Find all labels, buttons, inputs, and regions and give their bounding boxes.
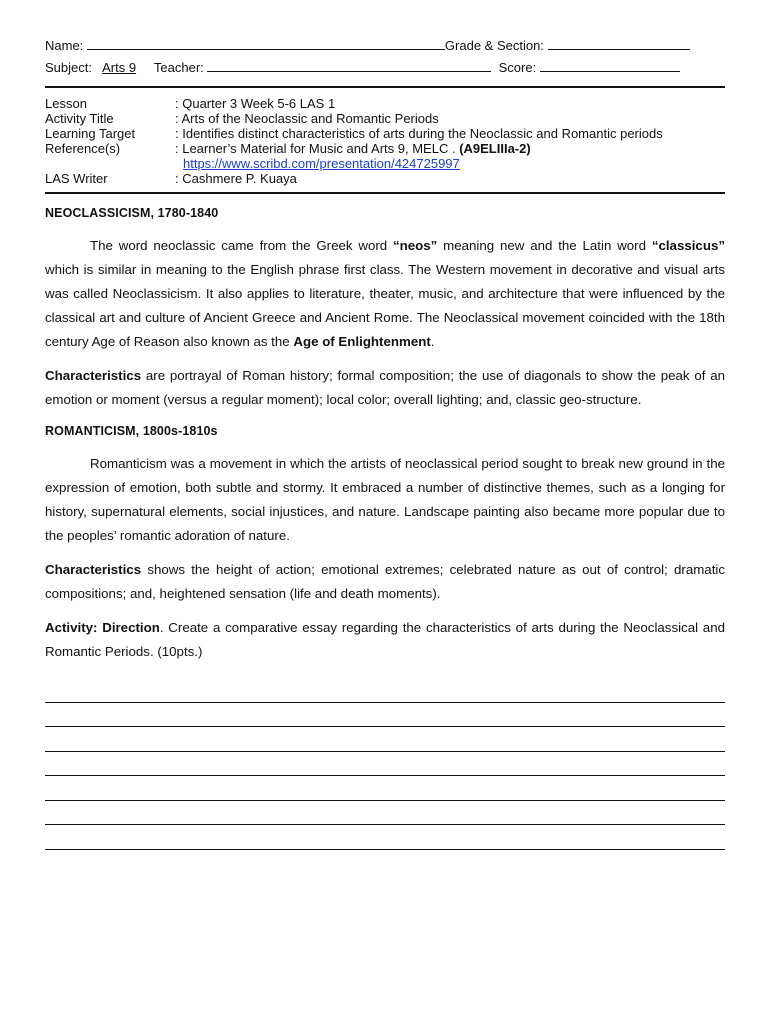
divider-top: [45, 86, 725, 88]
score-field[interactable]: [540, 59, 680, 72]
romanticism-paragraph: Romanticism was a movement in which the artists of neoclassical period sought to break new ground in the expression of emotion, both subtle and stormy. It embraced a number of distinctive themes, such as a longing for history, supernatural elements, social injustices, and nature. Landscape painting also became more popular due to the peoples’ romantic adoration of nature.: [45, 456, 725, 543]
las-writer-value: : Cashmere P. Kuaya: [175, 171, 297, 186]
neoclassicism-characteristics: Characteristics are portrayal of Roman history; formal composition; the use of diagonals to show the peak of an emotion or moment (versus a regular moment); local color; overall lighting; and, classic geo-structure.: [45, 368, 725, 407]
answer-line[interactable]: [45, 776, 725, 801]
grade-label: Grade & Section:: [444, 38, 544, 53]
subject-value: Arts 9: [102, 60, 137, 75]
activity-direction: Activity: Direction. Create a comparative essay regarding the characteristics of arts during the Neoclassical and Romantic Periods. (10pts.): [45, 620, 725, 659]
reference-value: : Learner’s Material for Music and Arts 9, MELC .: [175, 141, 460, 156]
reference-link[interactable]: https://www.scribd.com/presentation/424725997: [183, 156, 460, 171]
romanticism-characteristics: Characteristics shows the height of action; emotional extremes; celebrated nature as out of control; dramatic compositions; and, heightened sensation (life and death moments).: [45, 562, 725, 601]
neoclassicism-heading: NEOCLASSICISM, 1780-1840: [45, 206, 219, 220]
melc-code: (A9ELIIIa-2): [459, 141, 531, 156]
teacher-field[interactable]: [207, 59, 491, 72]
learning-target-value: : Identifies distinct characteristics of arts during the Neoclassic and Romantic periods: [175, 126, 663, 141]
lesson-info: [45, 96, 725, 186]
header-row-2: [45, 58, 725, 80]
lesson-key: Lesson: [45, 96, 87, 111]
learning-target-key: Learning Target: [45, 126, 136, 141]
activity-title-key: Activity Title: [45, 111, 114, 126]
answer-line[interactable]: [45, 801, 725, 826]
name-label: Name:: [45, 38, 84, 53]
las-writer-key: LAS Writer: [45, 171, 108, 186]
answer-line[interactable]: [45, 703, 725, 728]
answer-line[interactable]: [45, 727, 725, 752]
reference-key: Reference(s): [45, 141, 121, 156]
answer-line[interactable]: [45, 825, 725, 850]
teacher-label: Teacher:: [153, 60, 204, 75]
name-field[interactable]: [87, 37, 445, 50]
header-row-1: [45, 36, 725, 58]
romanticism-heading: ROMANTICISM, 1800s-1810s: [45, 424, 218, 438]
answer-lines: [45, 678, 725, 850]
activity-title-value: : Arts of the Neoclassic and Romantic Periods: [175, 111, 439, 126]
neoclassicism-paragraph: The word neoclassic came from the Greek word “neos” meaning new and the Latin word “classicus” which is similar in meaning to the English phrase first class. The Western movement in decorative and visual arts was called Neoclassicism. It also applies to literature, theater, music, and architecture that were influenced by the classical art and culture of Ancient Greece and Ancient Rome. The Neoclassical movement coincided with the 18th century Age of Reason also known as the Age of Enlightenment.: [45, 238, 725, 349]
score-label: Score:: [498, 60, 537, 75]
subject-label: Subject:: [45, 60, 92, 75]
grade-section-field[interactable]: [548, 37, 690, 50]
answer-line[interactable]: [45, 752, 725, 777]
divider-bottom: [45, 192, 725, 194]
worksheet-page: [45, 36, 725, 850]
answer-line[interactable]: [45, 678, 725, 703]
lesson-value: : Quarter 3 Week 5-6 LAS 1: [175, 96, 336, 111]
